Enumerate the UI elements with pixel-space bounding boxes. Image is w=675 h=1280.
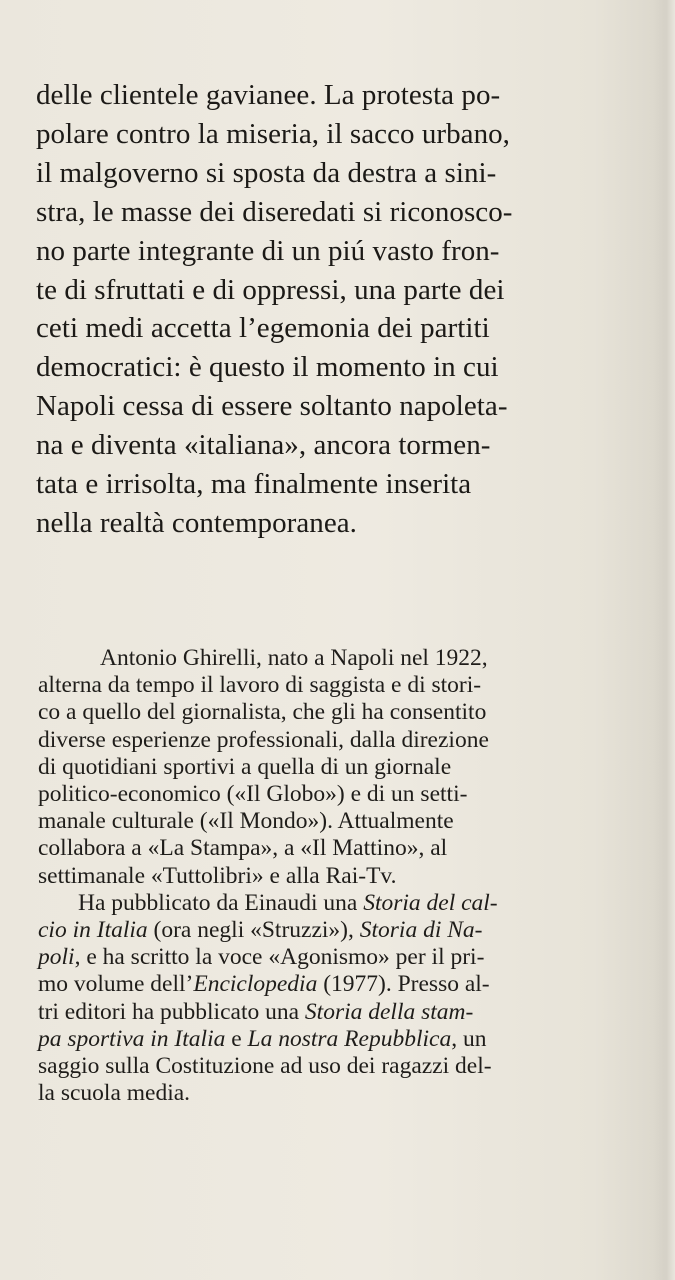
bio-line	[38, 917, 648, 944]
bio-text: mo volume dell’	[38, 971, 194, 998]
bio-text: , un	[451, 1025, 487, 1052]
bio-line: politico-economico («Il Globo») e di un setti-	[38, 781, 468, 808]
bio-line	[38, 944, 648, 971]
bio-text: tri editori ha pubblicato una	[38, 998, 305, 1025]
book-title: Enciclopedia	[193, 971, 318, 998]
bio-line: Antonio Ghirelli, nato a Napoli nel 1922,	[100, 645, 488, 671]
blurb-line: polare contro la miseria, il sacco urbano,	[36, 117, 510, 150]
bio-text: (ora negli «Struzzi»),	[147, 917, 360, 944]
page-edge-shadow	[653, 0, 675, 1280]
bio-line: settimanale «Tuttolibri» e alla Rai-Tv.	[38, 862, 397, 889]
bio-line	[38, 890, 648, 917]
bio-line: manale culturale («Il Mondo»). Attualmente	[38, 808, 454, 835]
bio-line: di quotidiani sportivi a quella di un giornale	[38, 753, 452, 780]
bio-line: saggio sulla Costituzione ad uso dei ragazzi del-	[38, 1053, 492, 1080]
bio-text: e	[225, 1025, 248, 1052]
bio-line	[38, 999, 648, 1026]
blurb-line: te di sfruttati e di oppressi, una parte dei	[36, 273, 505, 306]
book-title: poli	[38, 944, 75, 971]
bio-line: diverse esperienze professionali, dalla direzione	[38, 726, 489, 753]
author-bio	[38, 645, 648, 1107]
blurb-line: delle clientele gavianee. La protesta po-	[36, 79, 501, 111]
bio-text: Ha pubblicato da Einaudi una	[78, 889, 364, 916]
bio-line	[38, 1026, 648, 1053]
book-title: cio in Italia	[38, 917, 148, 944]
book-title: Storia del cal-	[363, 889, 498, 916]
bio-line: co a quello del giornalista, che gli ha consentito	[38, 699, 487, 726]
book-title: Storia di Na-	[359, 917, 483, 944]
bio-line: alterna da tempo il lavoro di saggista e di stori-	[38, 672, 482, 699]
book-title: La nostra Repubblica	[247, 1025, 452, 1052]
blurb-line: na e diventa «italiana», ancora tormen-	[36, 429, 491, 462]
bio-text: (1977). Presso al-	[317, 971, 490, 998]
bio-text: , e ha scritto la voce «Agonismo» per il pri-	[74, 944, 485, 971]
bio-line	[38, 971, 648, 998]
bio-line: collabora a «La Stampa», a «Il Mattino», al	[38, 835, 448, 862]
book-title: pa sportiva in Italia	[38, 1025, 226, 1052]
blurb-paragraph	[36, 76, 656, 543]
blurb-line: Napoli cessa di essere soltanto napoleta-	[36, 390, 508, 423]
blurb-line: democratici: è questo il momento in cui	[36, 351, 499, 384]
blurb-line: tata e irrisolta, ma finalmente inserita	[36, 468, 472, 501]
bio-line: la scuola media.	[38, 1080, 191, 1107]
book-title: Storia della stam-	[304, 998, 474, 1025]
blurb-line: stra, le masse dei diseredati si riconosco-	[36, 195, 513, 228]
blurb-line: no parte integrante di un piú vasto fron-	[36, 234, 500, 267]
blurb-line: nella realtà contemporanea.	[36, 506, 357, 539]
blurb-line: ceti medi accetta l’egemonia dei partiti	[36, 312, 490, 345]
blurb-line: il malgoverno si sposta da destra a sini-	[36, 156, 497, 189]
